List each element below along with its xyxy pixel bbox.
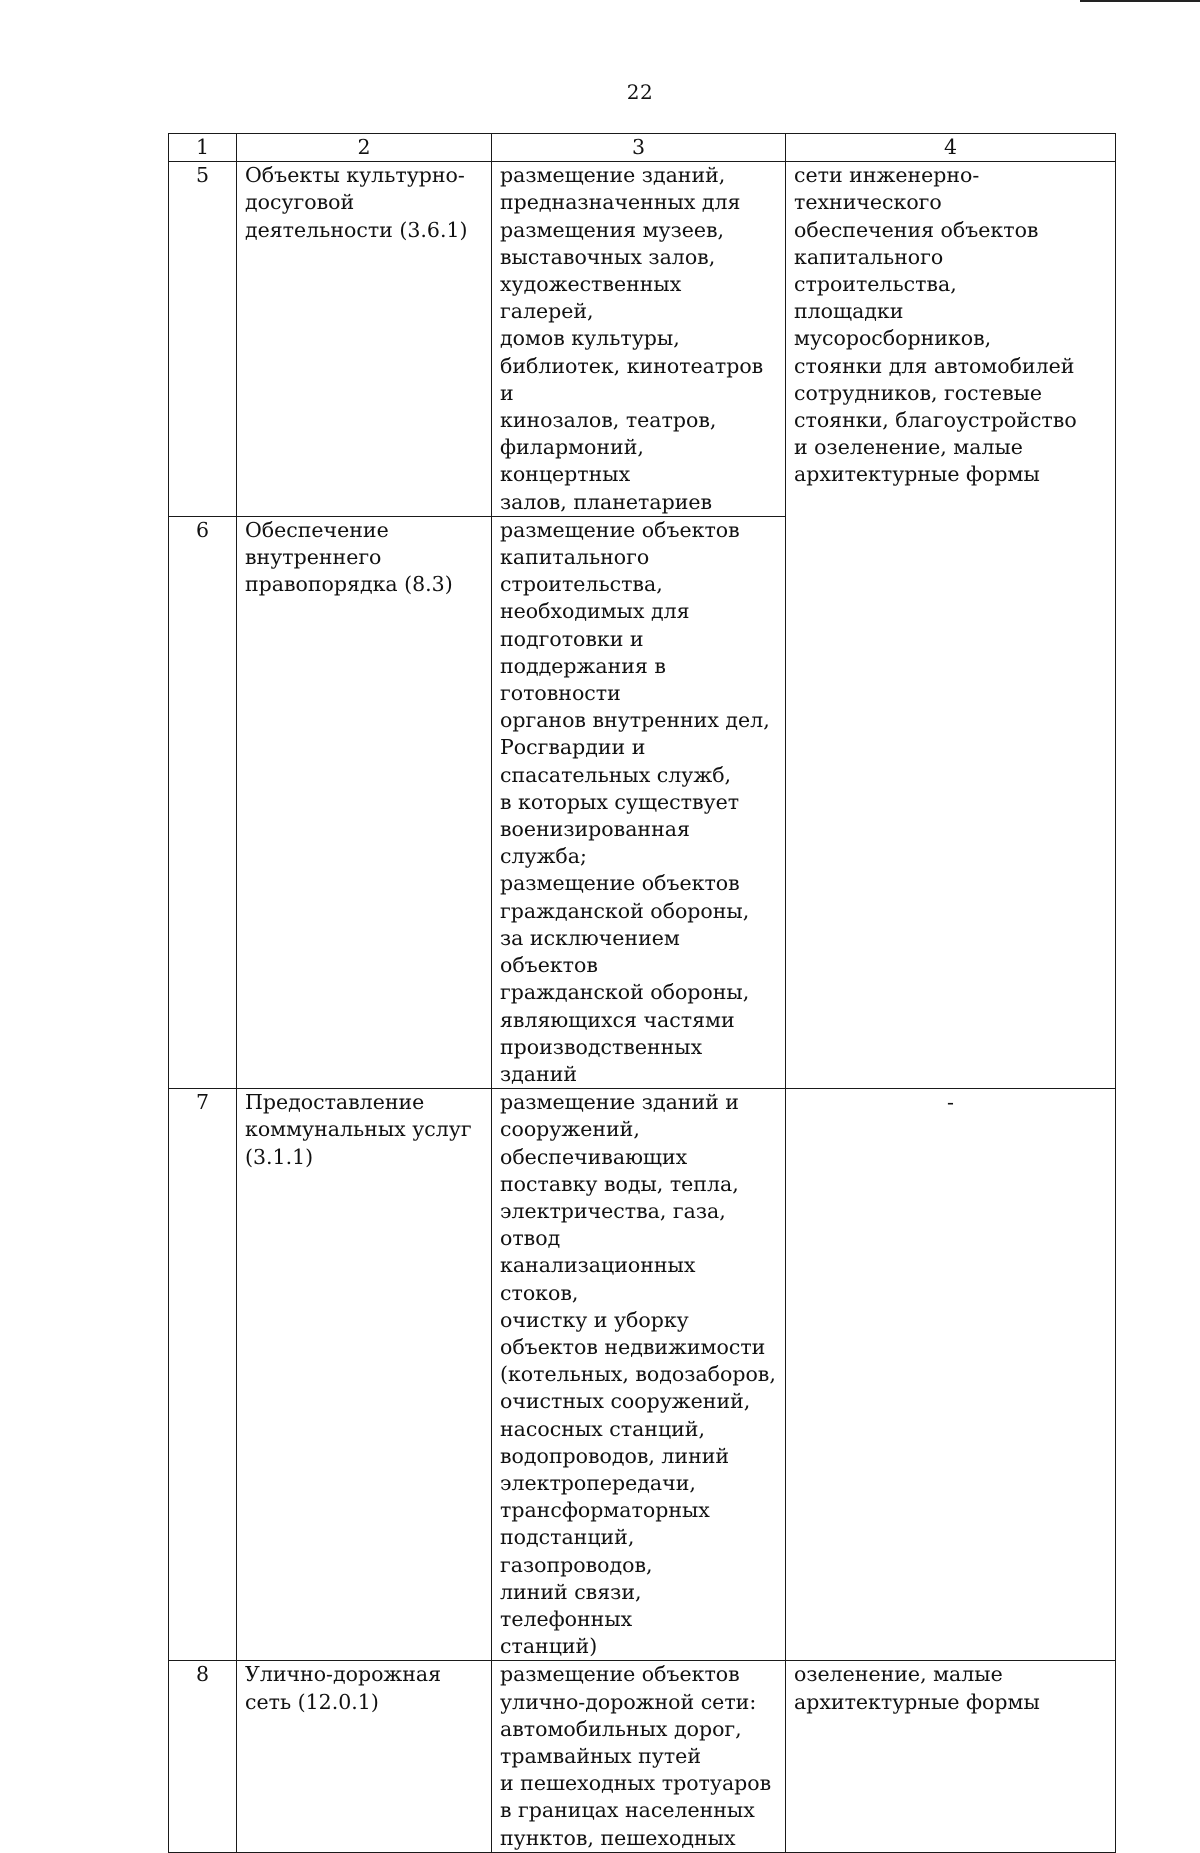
row-number: 7 bbox=[169, 1089, 237, 1661]
table-row bbox=[169, 1661, 1116, 1852]
row-description: размещение зданий и сооружений, обеспечивающих поставку воды, тепла, электричества, газа, отвод канализационных стоков, очистку и уборку объектов недвижимости (котельных, водозаборов, очистных сооружений, насосных станций, водопроводов, линий электропередачи, трансформаторных подстанций, газопроводов, линий связи, телефонных станций) bbox=[492, 1089, 786, 1661]
row-use-type: Предоставление коммунальных услуг (3.1.1) bbox=[237, 1089, 492, 1661]
header-col-4: 4 bbox=[786, 134, 1116, 162]
header-col-3: 3 bbox=[492, 134, 786, 162]
page-number: 22 bbox=[626, 80, 654, 104]
row-use-type: Улично-дорожная сеть (12.0.1) bbox=[237, 1661, 492, 1852]
row-use-type: Объекты культурно- досуговой деятельности (3.6.1) bbox=[237, 162, 492, 517]
row-number: 6 bbox=[169, 516, 237, 1088]
table-header-row bbox=[169, 134, 1116, 162]
row-number: 5 bbox=[169, 162, 237, 517]
row-use-type: Обеспечение внутреннего правопорядка (8.3) bbox=[237, 516, 492, 1088]
scan-edge-line bbox=[1080, 0, 1200, 2]
row-description: размещение зданий, предназначенных для размещения музеев, выставочных залов, художественных галерей, домов культуры, библиотек, кинотеатров и кинозалов, театров, филармоний, концертных залов, планетариев bbox=[492, 162, 786, 517]
row-description: размещение объектов капитального строительства, необходимых для подготовки и поддержания в готовности органов внутренних дел, Росгвардии и спасательных служб, в которых существует военизированная служба; размещение объектов гражданской обороны, за исключением объектов гражданской обороны, являющихся частями производственных зданий bbox=[492, 516, 786, 1088]
land-use-table bbox=[168, 133, 1116, 1853]
row-auxiliary-uses: - bbox=[786, 1089, 1116, 1661]
row-number: 8 bbox=[169, 1661, 237, 1852]
row-auxiliary-uses: озеленение, малые архитектурные формы bbox=[786, 1661, 1116, 1852]
table-row bbox=[169, 162, 1116, 517]
row-description: размещение объектов улично-дорожной сети: автомобильных дорог, трамвайных путей и пешеходных тротуаров в границах населенных пунктов, пешеходных bbox=[492, 1661, 786, 1852]
header-col-1: 1 bbox=[169, 134, 237, 162]
header-col-2: 2 bbox=[237, 134, 492, 162]
row-auxiliary-uses: сети инженерно-технического обеспечения объектов капитального строительства, площадки мусоросборников, стоянки для автомобилей сотрудников, гостевые стоянки, благоустройство и озеленение, малые архитектурные формы bbox=[786, 162, 1116, 1089]
table-row bbox=[169, 1089, 1116, 1661]
